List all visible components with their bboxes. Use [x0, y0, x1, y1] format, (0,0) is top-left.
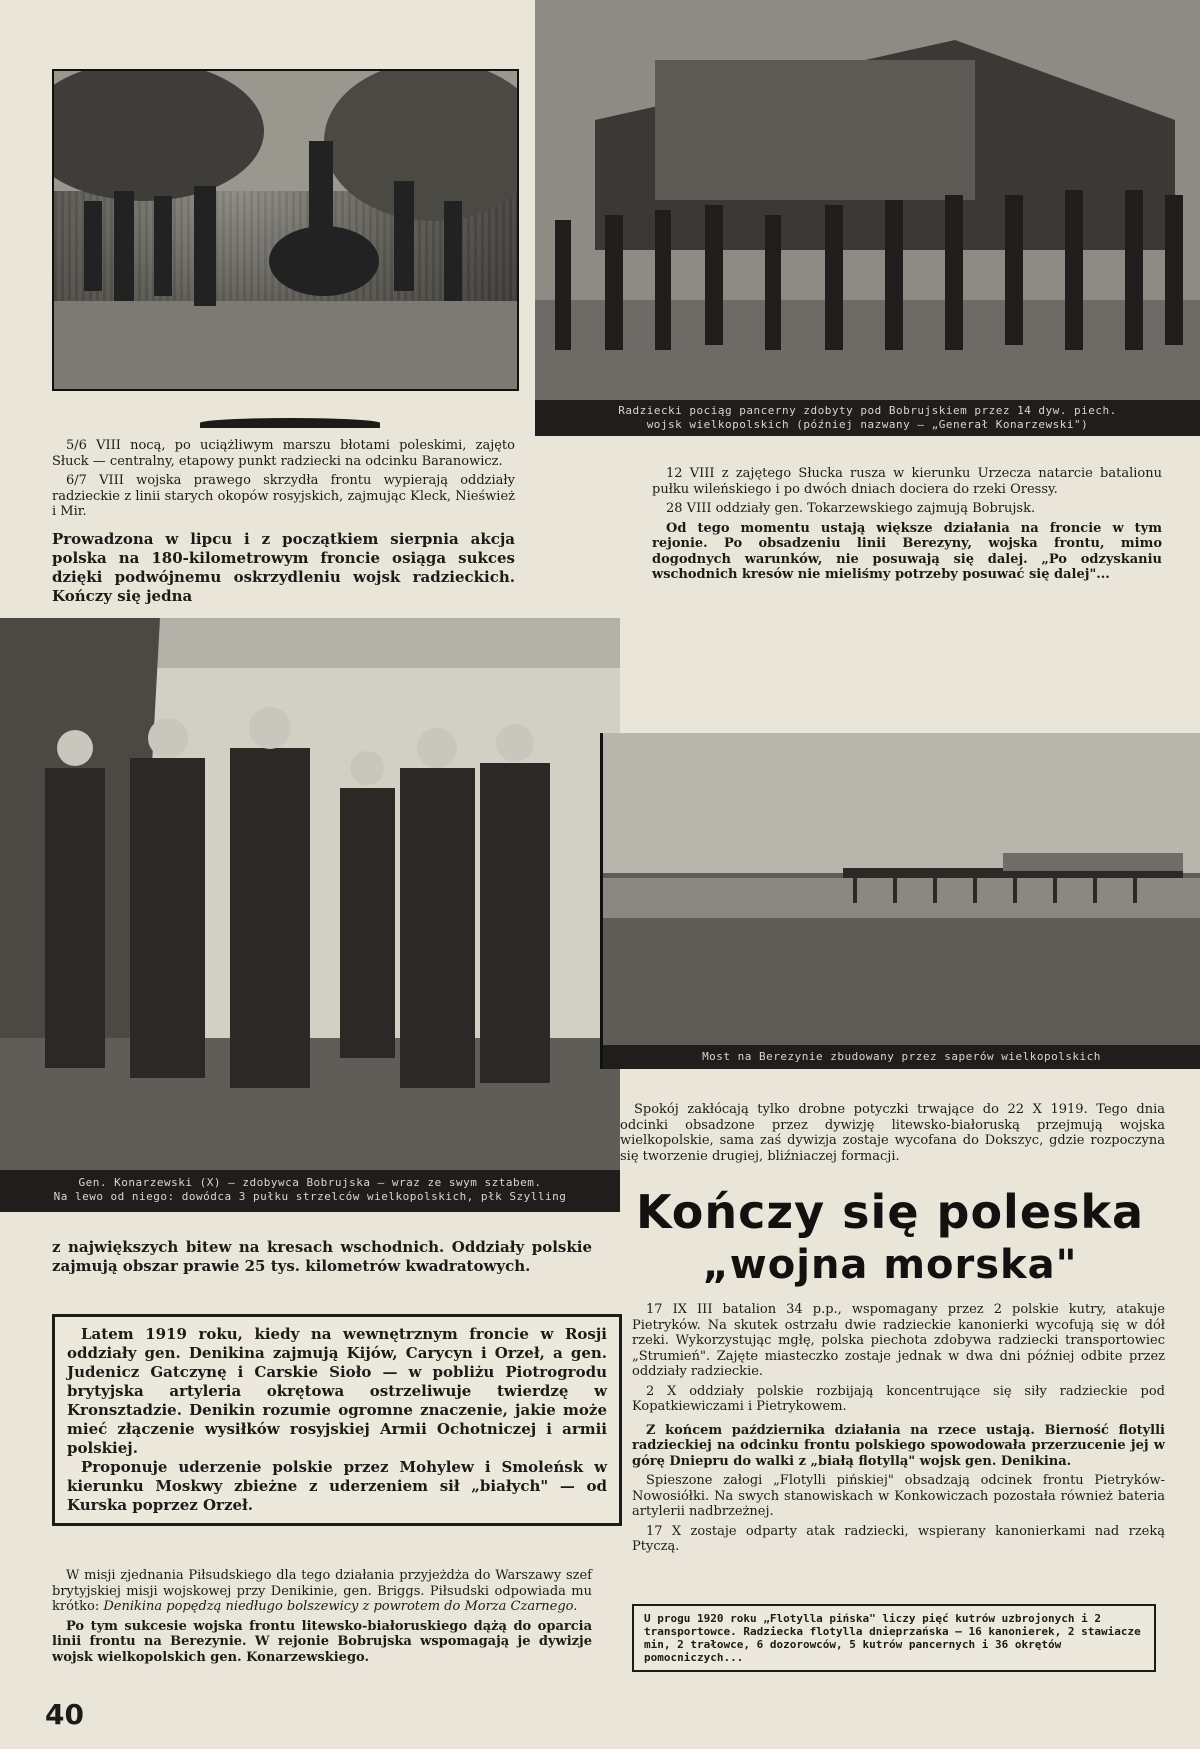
lead-paragraph	[52, 530, 515, 606]
photo-armored-train	[535, 0, 1200, 400]
caption-konarzewski-staff	[0, 1170, 620, 1212]
photo-cavalry-march	[52, 69, 519, 391]
caption-line: Na lewo od niego: dowódca 3 pułku strzelców wielkopolskich, płk Szylling	[53, 1190, 567, 1203]
text-river-war	[632, 1302, 1165, 1559]
caption-berezyna-bridge	[600, 1045, 1200, 1069]
caption-text: Most na Berezynie zbudowany przez saperów wielkopolskich	[702, 1050, 1101, 1063]
continuation: z największych bitew na kresach wschodnich. Oddziały polskie zajmują obszar prawie 25 tys. kilometrów kwadratowych.	[52, 1238, 592, 1275]
continuation-text	[52, 1238, 592, 1276]
paragraph: Spieszone załogi „Flotylli pińskiej" obsadzają odcinek frontu Pietryków-Nowosiółki. Na swych stanowiskach w Konkowiczach pozostała również bateria artylerii nadbrzeżnej.	[632, 1473, 1165, 1519]
pilsudski-quote: Denikina popędzą niedługo bolszewicy z powrotem do Morza Czarnego.	[103, 1599, 578, 1614]
text-bobrujsk	[652, 466, 1162, 587]
paragraph: 17 IX III batalion 34 p.p., wspomagany przez 2 polskie kutry, atakuje Pietryków. Na skutek ostrzału dwie radzieckie kanonierki wycofują się w dół rzeki. Wykorzystując mgłę, polska piechota zdobywa radziecki transportowiec „Strumień". Zajęte miasteczko zostaje jednak w dwa dni później odbite przez oddziały radzieckie.	[632, 1302, 1165, 1379]
text-calm-front	[620, 1102, 1165, 1168]
paragraph: Latem 1919 roku, kiedy na wewnętrznym froncie w Rosji oddziały gen. Denikina zajmują Kijów, Carycyn i Orzeł, a gen. Judenicz Gatczynę i Carskie Sioło — w pobliżu Piotrogrodu brytyjska artyleria okrętowa ostrzeliwuje twierdzę w Kronsztadzie. Denikin rozumie ogromne znaczenie, jakie może mieć złączenie wysiłków rosyjskiej Armii Ochotniczej i armii polskiej.	[67, 1325, 607, 1457]
paragraph: 2 X oddziały polskie rozbijają koncentrujące się siły radzieckie pod Kopatkiewiczami i Pietrykowem.	[632, 1383, 1165, 1414]
text-pilsudski	[52, 1568, 592, 1669]
headline-line2: „wojna morska"	[702, 1242, 1078, 1288]
paragraph: Proponuje uderzenie polskie przez Mohylew i Smoleńsk w kierunku Moskwy zbieżne z uderzeniem sił „białych" — od Kurska poprzez Orzeł.	[67, 1458, 607, 1514]
paragraph: 28 VIII oddziały gen. Tokarzewskiego zajmują Bobrujsk.	[666, 501, 1036, 516]
caption-line: Gen. Konarzewski (X) — zdobywca Bobrujska — wraz ze swym sztabem.	[78, 1176, 542, 1189]
paragraph: Spokój zakłócają tylko drobne potyczki trwające do 22 X 1919. Tego dnia odcinki obsadzone przez dywizję litewsko-białoruską przejmują wojska wielkopolskie, sama zaś dywizja zostaje wycofana do Dokszyc, gdzie rozpoczyna się tworzenie drugiej, bliźniaczej formacji.	[620, 1102, 1165, 1164]
caption-line: wojsk wielkopolskich (później nazwany — „Generał Konarzewski")	[646, 418, 1089, 431]
headline-line1: Kończy się poleska	[635, 1185, 1145, 1239]
caption-armored-train	[535, 400, 1200, 436]
paragraph	[52, 1568, 592, 1615]
paragraph: Od tego momentu ustają większe działania na froncie w tym rejonie. Po obsadzeniu linii Berezyny, wojska frontu, mimo dogodnych warunków, nie posuwają się dalej. „Po odzyskaniu wschodnich kresów nie mieliśmy potrzeby posuwać się dalej"...	[652, 520, 1162, 582]
paragraph: 6/7 VIII wojska prawego skrzydła frontu wypierają oddziały radzieckie z linii starych okopów rosyjskich, zajmując Kleck, Nieśwież i Mir.	[52, 473, 515, 519]
page-number: 40	[45, 1698, 84, 1731]
note-text: U progu 1920 roku „Flotylla pińska" liczy pięć kutrów uzbrojonych i 2 transportowce. Radziecka flotylla dnieprzańska — 16 kanonierek, 2 stawiacze min, 2 trałowce, 6 dozorowców, 5 kutrów pancernych i 36 okrętów pomocniczych...	[644, 1612, 1141, 1664]
photo-konarzewski-staff	[0, 618, 620, 1170]
photo-berezyna-bridge	[600, 733, 1200, 1045]
paragraph-start: W misji zjednania Piłsudskiego dla tego działania przyjeżdża do Warszawy szef brytyjskiej misji wojskowej przy Denikinie, gen. Briggs. Piłsudski odpowiada mu krótko:	[52, 1568, 592, 1614]
text-august-events	[52, 438, 515, 524]
paragraph: 17 X zostaje odparty atak radziecki, wspierany kanonierkami nad rzeką Ptyczą.	[632, 1523, 1165, 1554]
decorative-bar	[200, 418, 380, 428]
paragraph: 5/6 VIII nocą, po uciążliwym marszu błotami poleskimi, zajęto Słuck — centralny, etapowy punkt radziecki na odcinku Baranowicz.	[52, 438, 515, 469]
caption-line: Radziecki pociąg pancerny zdobyty pod Bobrujskiem przez 14 dyw. piech.	[618, 404, 1117, 417]
boxed-text-denikin	[52, 1314, 622, 1526]
lead-text: Prowadzona w lipcu i z początkiem sierpnia akcja polska na 180-kilometrowym froncie osiąga sukces dzięki podwójnemu oskrzydleniu wojsk radzieckich. Kończy się jedna	[52, 530, 515, 605]
paragraph: 12 VIII z zajętego Słucka rusza w kierunku Urzecza natarcie batalionu pułku wileńskiego i po dwóch dniach dociera do rzeki Oressy.	[652, 466, 1162, 497]
paragraph: Z końcem października działania na rzece ustają. Bierność flotylli radzieckiej na odcinku frontu polskiego spowodowała przerzucenie jej w górę Dniepru do walki z „białą flotyllą" wojsk gen. Denikina.	[632, 1422, 1165, 1469]
paragraph: Po tym sukcesie wojska frontu litewsko-białoruskiego dążą do oparcia linii frontu na Berezynie. W rejonie Bobrujska wspomagają je dywizje wojsk wielkopolskich gen. Konarzewskiego.	[52, 1618, 592, 1665]
boxed-note-flotilla	[632, 1604, 1156, 1672]
